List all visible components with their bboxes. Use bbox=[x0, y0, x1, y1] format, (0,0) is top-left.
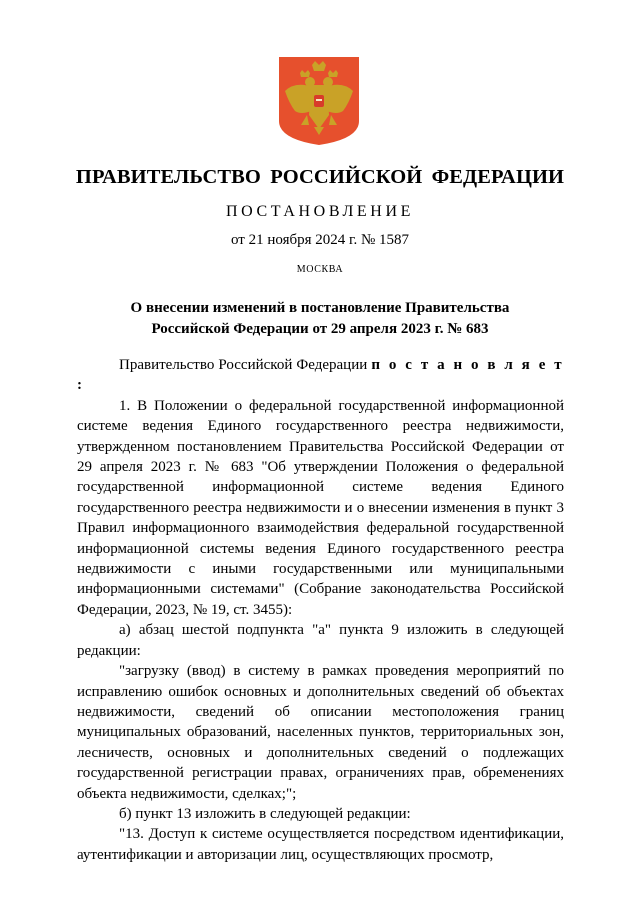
paragraph-b: б) пункт 13 изложить в следующей редакции: bbox=[119, 805, 411, 822]
preamble-paragraph bbox=[77, 355, 564, 396]
paragraph-quote-13: "13. Доступ к системе осуществляется посредством идентификации, аутентификации и авторизации лиц, осуществляющих просмотр, bbox=[77, 826, 564, 863]
subject-line-2: Российской Федерации от 29 апреля 2023 г. № 683 bbox=[151, 321, 489, 337]
document-date-number: от 21 ноября 2024 г. № 1587 bbox=[230, 232, 410, 248]
russian-coat-of-arms-icon bbox=[277, 55, 361, 147]
subject-line-1: О внесении изменений в постановление Правительства bbox=[130, 300, 510, 316]
paragraph-quote-1: "загрузку (ввод) в систему в рамках проведения мероприятий по исправлению ошибок основных и дополнительных сведений об объектах недвижимости, сведений об описании местоположения границ муниципальных образований, населенных пунктов, территориальных зон, лесничеств, основных и дополнительных сведений о подлежащих государственной регистрации правах, ограничениях прав, обременениях объекта недвижимости, сделках;"; bbox=[77, 663, 564, 802]
preamble-text: Правительство Российской Федерации bbox=[119, 357, 368, 373]
preamble-verb: п о с т а н о в л я е т : bbox=[77, 357, 565, 394]
coat-of-arms-emblem bbox=[277, 55, 361, 147]
document-subject bbox=[0, 298, 640, 340]
paragraph-a: а) абзац шестой подпункта "а" пункта 9 изложить в следующей редакции: bbox=[77, 622, 564, 659]
document-type: ПОСТАНОВЛЕНИЕ bbox=[226, 203, 414, 220]
document-body bbox=[77, 355, 564, 865]
government-title: ПРАВИТЕЛЬСТВО РОССИЙСКОЙ ФЕДЕРАЦИИ bbox=[75, 166, 565, 188]
paragraph-1: 1. В Положении о федеральной государственной информационной системе ведения Единого государственного реестра недвижимости, утвержденном постановлением Правительства Российской Федерации от 29 апреля 2023 г. № 683 "Об утверждении Положения о федеральной государственной информационной системе ведения Единого государственного реестра недвижимости и о внесении изменения в пункт 3 Правил информационного взаимодействия федеральной государственной информационной системы ведения Единого государственного реестра недвижимости с иными государственными или муниципальными информационными системами" (Собрание законодательства Российской Федерации, 2023, № 19, ст. 3455): bbox=[77, 397, 564, 618]
document-city: МОСКВА bbox=[296, 264, 344, 275]
